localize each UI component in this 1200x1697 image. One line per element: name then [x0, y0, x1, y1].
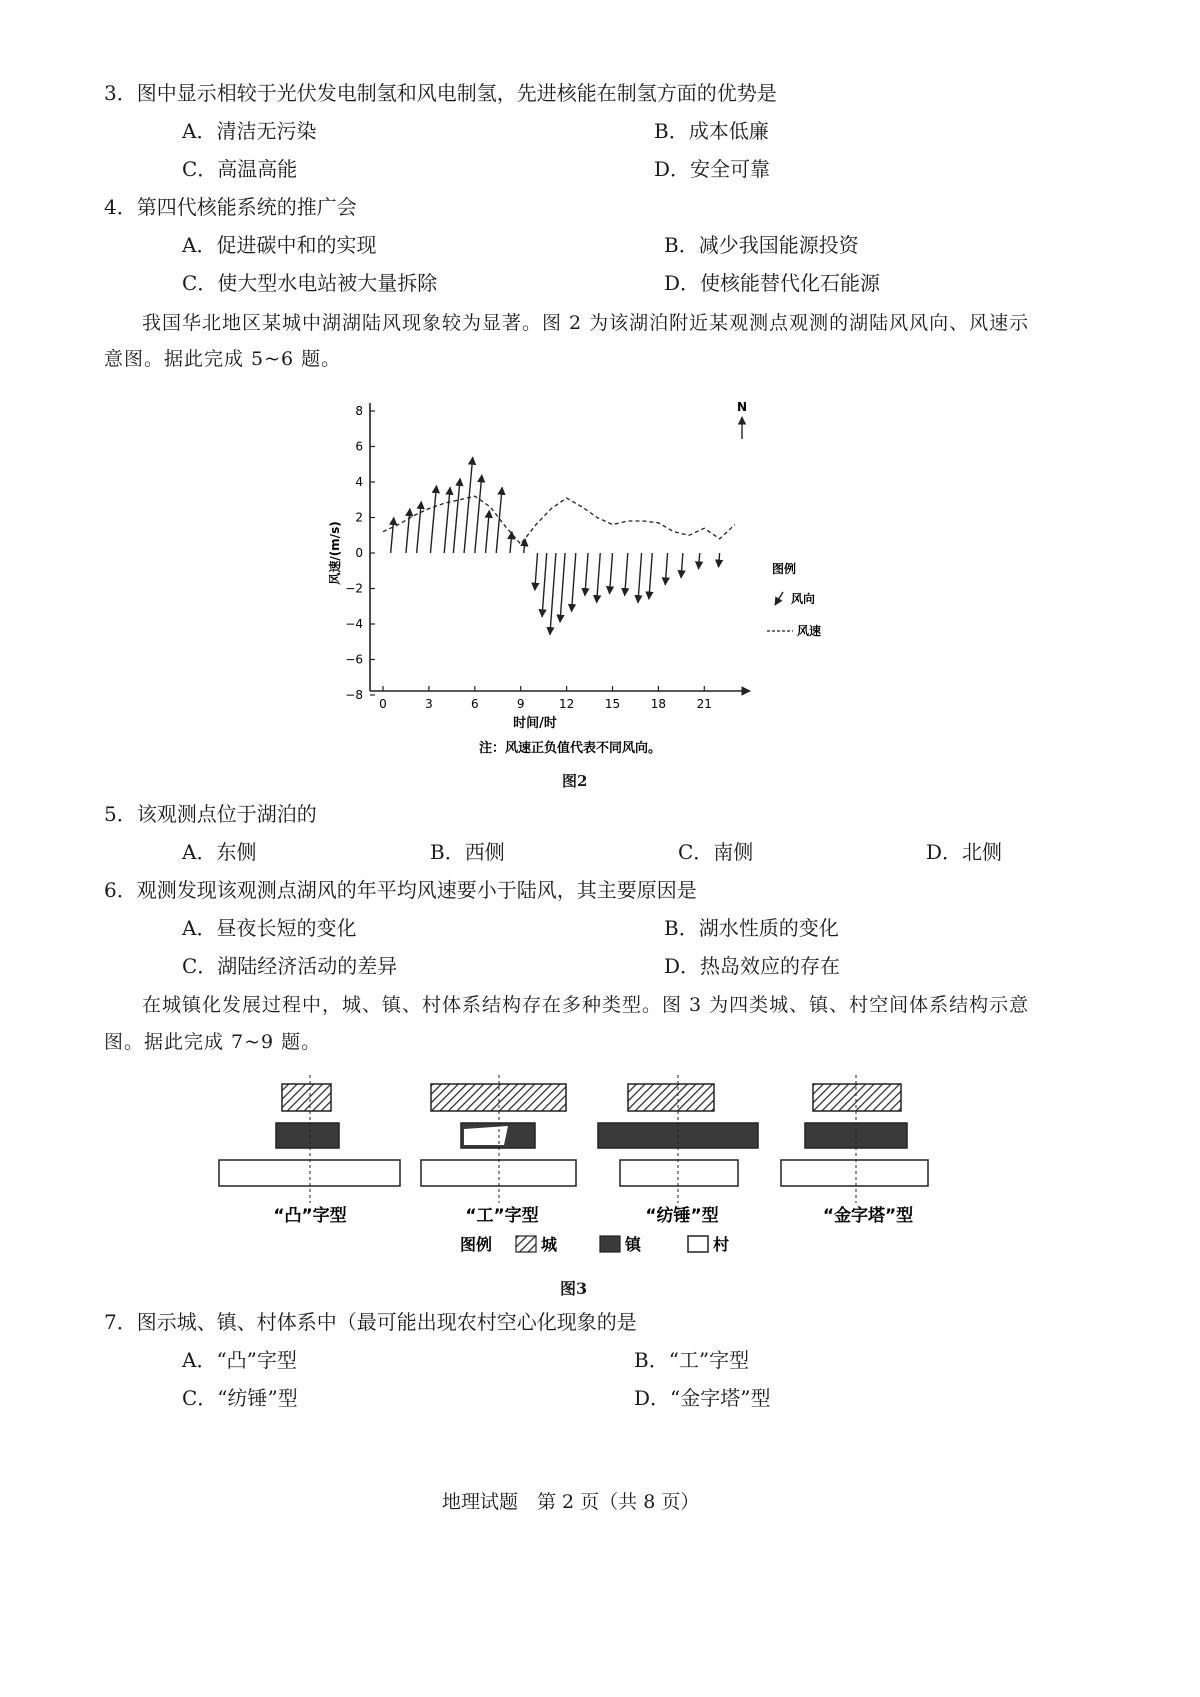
- intro2-line1: 我国华北地区某城中湖湖陆风现象较为显著。图 2 为该湖泊附近某观测点观测的湖陆风风向、风速示: [142, 312, 1030, 334]
- wind-arrow: [649, 553, 652, 599]
- legend-direction-label: 风向: [791, 592, 816, 606]
- x-tick-label: 9: [516, 697, 525, 711]
- q7-option-c: C．“纺锤”型: [182, 1386, 298, 1410]
- wind-arrow: [542, 553, 547, 617]
- wind-arrow: [391, 518, 394, 554]
- chart-note: 注：风速正负值代表不同风向。: [478, 741, 662, 756]
- q7-stem: 7．图示城、镇、村体系中（最可能出现农村空心化现象的是: [104, 1310, 637, 1334]
- x-tick-label: 21: [696, 697, 712, 711]
- wind-direction-arrows: [391, 457, 720, 635]
- x-tick-label: 15: [604, 697, 621, 711]
- q3-option-c: C．高温高能: [182, 157, 298, 181]
- q5-option-a: A．东侧: [182, 840, 257, 864]
- wind-speed-line: [383, 496, 735, 544]
- legend-city-label: 城: [541, 1235, 558, 1254]
- legend-arrow-icon: [775, 592, 783, 605]
- wind-arrow: [719, 553, 720, 567]
- q6-option-b: B．湖水性质的变化: [664, 916, 839, 940]
- q5-option-b: B．西侧: [430, 840, 505, 864]
- structure-spindle-type: [598, 1075, 758, 1203]
- wind-arrow: [444, 487, 450, 553]
- type-label-gong: “工”字型: [465, 1206, 539, 1226]
- wind-arrow: [464, 457, 473, 553]
- intro3-line2: 图。据此完成 7~9 题。: [104, 1031, 322, 1053]
- q4-stem: 4．第四代核能系统的推广会: [104, 195, 357, 219]
- q5-option-d: D．北侧: [926, 840, 1003, 864]
- chart-axes: [370, 403, 750, 691]
- wind-arrow: [699, 553, 700, 569]
- wind-arrow: [638, 553, 642, 603]
- legend-town-label: 镇: [625, 1235, 642, 1254]
- wind-arrow: [510, 532, 512, 553]
- wind-chart: [325, 395, 845, 780]
- wind-arrow: [597, 553, 601, 603]
- q6-option-d: D．热岛效应的存在: [664, 954, 841, 978]
- q7-option-b: B．“工”字型: [634, 1348, 750, 1372]
- wind-arrow: [430, 486, 436, 553]
- q3-option-d: D．安全可靠: [654, 157, 771, 181]
- y-tick-label: 0: [355, 546, 363, 560]
- wind-arrow: [550, 553, 556, 635]
- figure2-caption: 图2: [562, 772, 588, 790]
- q4-option-c: C．使大型水电站被大量拆除: [182, 271, 438, 295]
- y-tick-label: −8: [345, 688, 363, 702]
- wind-arrow: [417, 502, 422, 553]
- wind-arrow: [585, 553, 588, 596]
- y-tick-label: −2: [345, 581, 363, 596]
- structure-pyramid-type: [781, 1075, 928, 1203]
- urban-structure-diagram: [212, 1075, 972, 1285]
- page-footer: 地理试题 第 2 页（共 8 页）: [442, 1491, 700, 1513]
- legend-village-label: 村: [713, 1235, 730, 1254]
- x-tick-label: 0: [379, 697, 387, 711]
- wind-arrow: [475, 475, 482, 553]
- structure-tu-type: [219, 1075, 400, 1203]
- q3-option-a: A．清洁无污染: [182, 119, 317, 143]
- legend-town-swatch: [600, 1236, 620, 1252]
- figure3-caption: 图3: [560, 1279, 588, 1298]
- q7-option-a: A．“凸”字型: [182, 1348, 297, 1372]
- type-label-spindle: “纺锤”型: [645, 1206, 719, 1226]
- x-tick-label: 3: [425, 697, 433, 711]
- intro2-line2: 意图。据此完成 5~6 题。: [104, 348, 342, 370]
- type-label-pyramid: “金字塔”型: [822, 1206, 914, 1226]
- x-tick-label: 12: [558, 697, 575, 711]
- wind-arrow: [486, 510, 490, 553]
- wind-arrow: [560, 553, 565, 622]
- q5-stem: 5．该观测点位于湖泊的: [104, 802, 317, 826]
- y-tick-label: 4: [355, 475, 363, 489]
- wind-arrow: [665, 553, 667, 585]
- x-tick-label: 18: [650, 697, 667, 711]
- wind-arrow: [571, 553, 575, 612]
- structure-gong-type: [421, 1075, 576, 1203]
- intro3-line1: 在城镇化发展过程中，城、镇、村体系结构存在多种类型。图 3 为四类城、镇、村空间体系结构示意: [142, 994, 1030, 1016]
- q7-option-d: D．“金字塔”型: [634, 1386, 771, 1410]
- q4-option-d: D．使核能替代化石能源: [664, 271, 881, 295]
- legend-title: 图例: [772, 562, 797, 576]
- legend-city-swatch: [516, 1236, 536, 1252]
- wind-arrow: [681, 553, 683, 578]
- wind-arrow: [406, 509, 410, 553]
- y-tick-label: 2: [355, 510, 363, 525]
- y-tick-label: −6: [345, 652, 363, 667]
- q6-option-c: C．湖陆经济活动的差异: [182, 954, 398, 978]
- wind-arrow: [625, 553, 628, 596]
- q4-option-a: A．促进碳中和的实现: [182, 233, 377, 257]
- legend-speed-label: 风速: [797, 624, 822, 638]
- q3-option-b: B．成本低廉: [654, 119, 769, 143]
- wind-arrow: [535, 553, 538, 590]
- type-label-tu: “凸”字型: [273, 1206, 347, 1226]
- north-label: N: [736, 400, 748, 414]
- y-tick-label: 6: [355, 439, 363, 454]
- wind-arrow: [453, 478, 460, 553]
- y-tick-label: −4: [345, 617, 363, 631]
- q4-option-b: B．减少我国能源投资: [664, 233, 859, 257]
- q3-stem: 3．图中显示相较于光伏发电制氢和风电制氢，先进核能在制氢方面的优势是: [104, 81, 777, 105]
- x-axis-label: 时间/时: [513, 716, 557, 731]
- q6-stem: 6．观测发现该观测点湖风的年平均风速要小于陆风，其主要原因是: [104, 878, 697, 902]
- x-tick-label: 6: [470, 697, 479, 711]
- q6-option-a: A．昼夜长短的变化: [182, 916, 357, 940]
- y-tick-label: 8: [355, 404, 363, 418]
- fig3-legend-title: 图例: [460, 1235, 493, 1254]
- y-axis-label: 风速/(m/s): [328, 521, 342, 585]
- q5-option-c: C．南侧: [678, 840, 754, 864]
- wind-arrow: [610, 553, 613, 594]
- legend-village-swatch: [688, 1236, 708, 1252]
